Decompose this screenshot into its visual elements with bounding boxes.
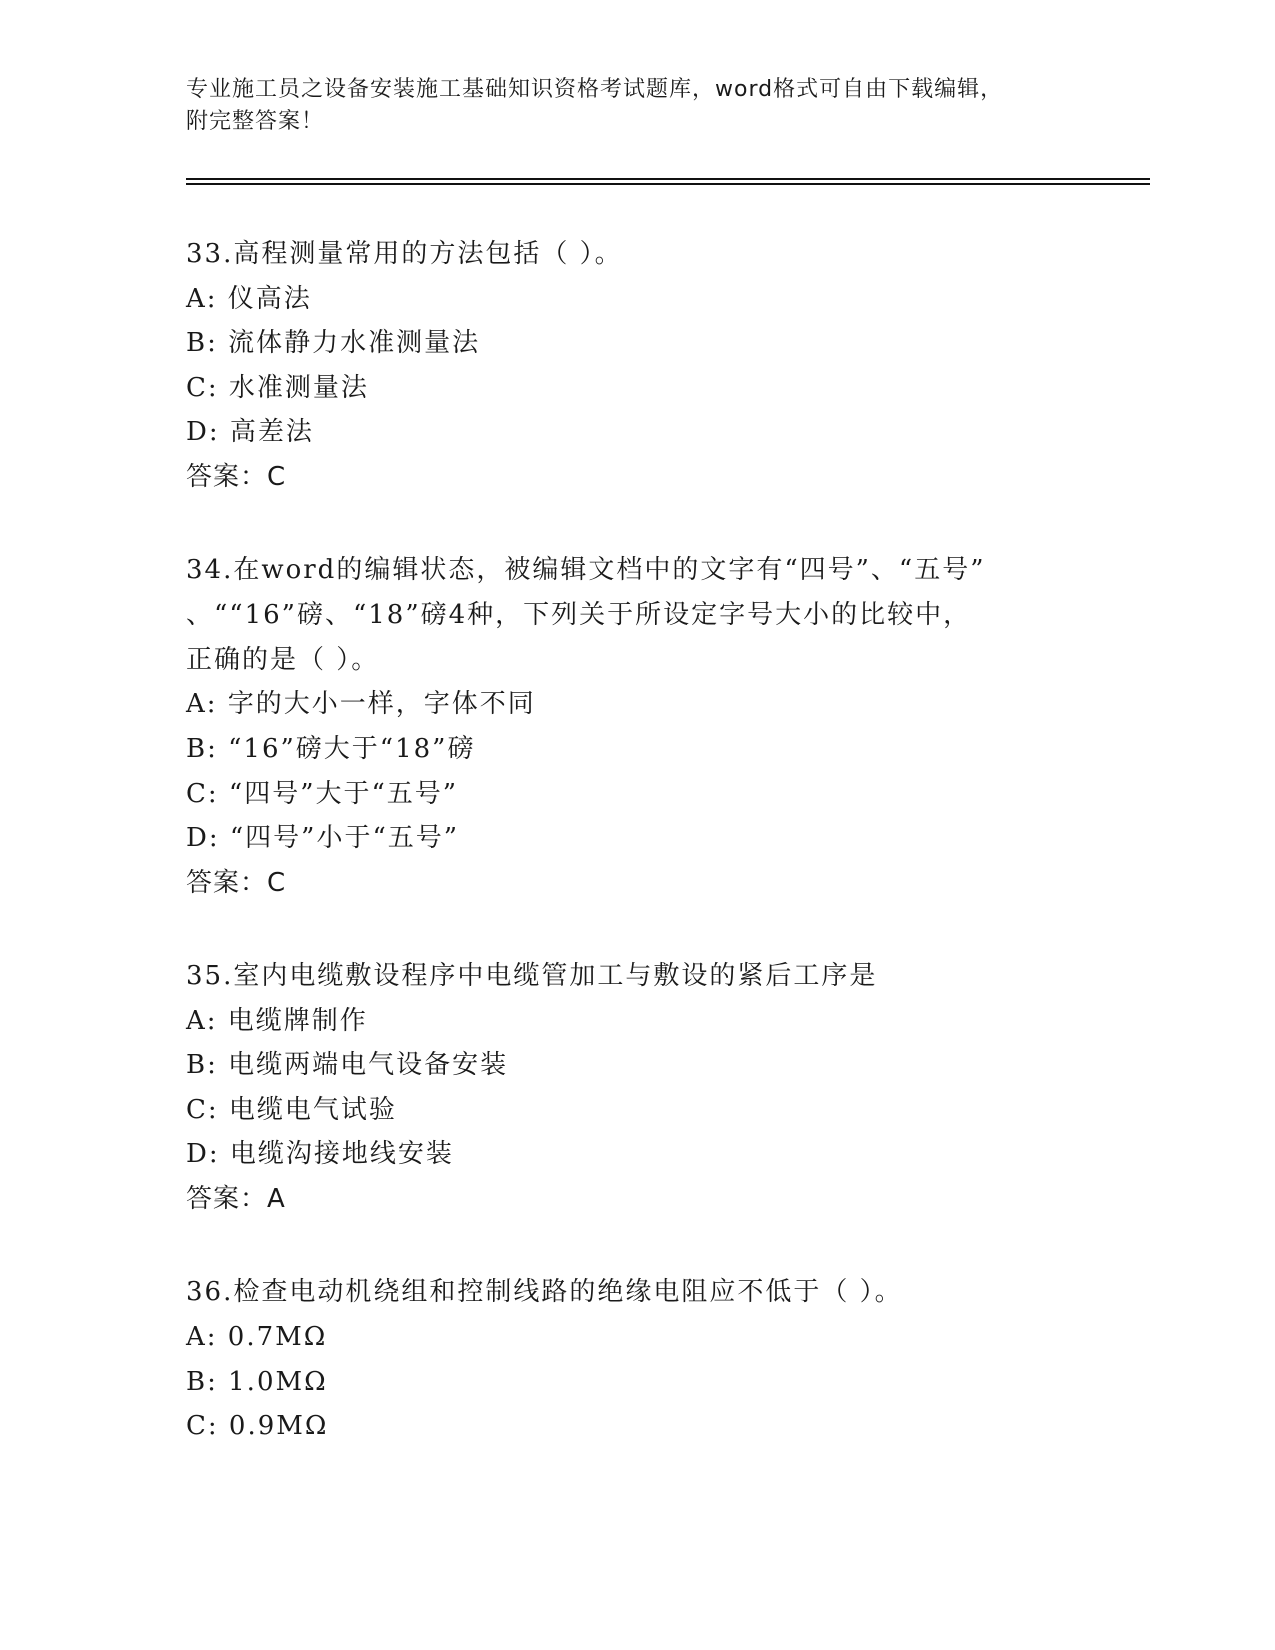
question-stem: 33.高程测量常用的方法包括（ ）。 bbox=[186, 239, 623, 269]
header-divider-top bbox=[186, 178, 1150, 180]
answer-label: 答案：C bbox=[186, 462, 287, 492]
option-d: D: 电缆沟接地线安装 bbox=[186, 1139, 454, 1169]
header-line-1: 专业施工员之设备安装施工基础知识资格考试题库，word格式可自由下载编辑， bbox=[186, 77, 1004, 102]
question-stem: 36.检查电动机绕组和控制线路的绝缘电阻应不低于（ ）。 bbox=[186, 1277, 903, 1307]
answer-label: 答案：A bbox=[186, 1184, 286, 1214]
option-c: C: 电缆电气试验 bbox=[186, 1095, 397, 1125]
question-stem-line-2: 、““16”磅、“18”磅4种，下列关于所设定字号大小的比较中， bbox=[186, 600, 972, 630]
option-c: C: 0.9MΩ bbox=[186, 1411, 329, 1441]
option-c: C: “四号”大于“五号” bbox=[186, 779, 459, 809]
option-a: A: 仪高法 bbox=[186, 284, 312, 314]
header-line-2: 附完整答案！ bbox=[186, 109, 325, 134]
option-b: B: 1.0MΩ bbox=[186, 1367, 328, 1397]
option-a: A: 0.7MΩ bbox=[186, 1322, 328, 1352]
option-c: C: 水准测量法 bbox=[186, 373, 369, 403]
option-b: B: 流体静力水准测量法 bbox=[186, 328, 481, 358]
option-a: A: 字的大小一样，字体不同 bbox=[186, 689, 536, 719]
document-header bbox=[186, 74, 1086, 138]
option-b: B: “16”磅大于“18”磅 bbox=[186, 734, 476, 764]
question-stem-line-1: 34.在word的编辑状态，被编辑文档中的文字有“四号”、“五号” bbox=[186, 555, 986, 585]
option-b: B: 电缆两端电气设备安装 bbox=[186, 1050, 509, 1080]
option-a: A: 电缆牌制作 bbox=[186, 1006, 368, 1036]
answer-label: 答案：C bbox=[186, 868, 287, 898]
option-d: D: 高差法 bbox=[186, 417, 314, 447]
question-stem-line-3: 正确的是（ ）。 bbox=[186, 645, 380, 675]
header-divider-bottom bbox=[186, 183, 1150, 185]
question-stem: 35.室内电缆敷设程序中电缆管加工与敷设的紧后工序是 bbox=[186, 961, 878, 991]
option-d: D: “四号”小于“五号” bbox=[186, 823, 460, 853]
